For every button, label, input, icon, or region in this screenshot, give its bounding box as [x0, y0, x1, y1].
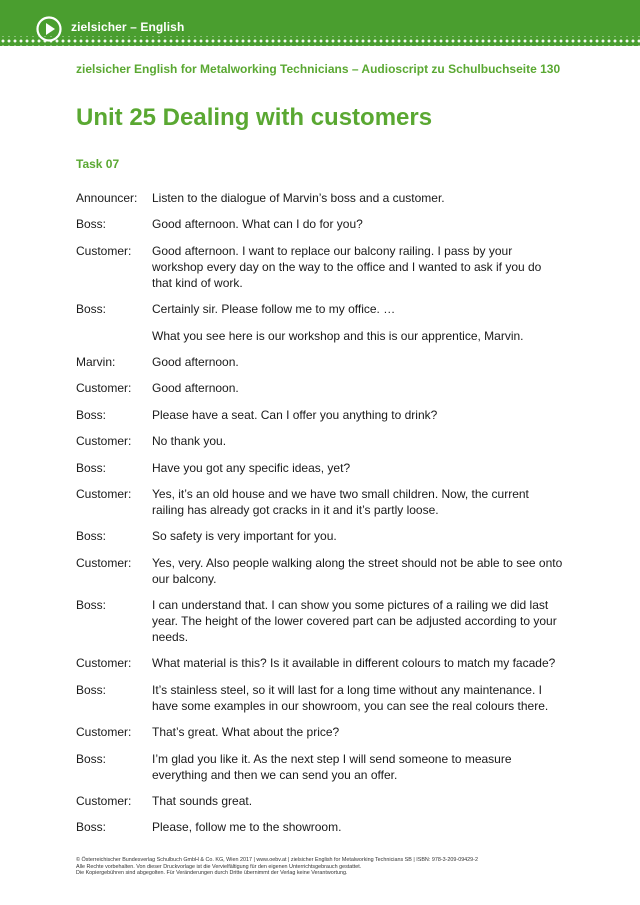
- dialogue-line: [76, 354, 576, 370]
- dialogue-line: [76, 597, 576, 645]
- dialogue-text: So safety is very important for you.: [152, 529, 337, 544]
- dialogue-line: [76, 216, 576, 232]
- copyright-footer: [76, 857, 576, 877]
- dialogue-line: [76, 328, 576, 344]
- speaker-label: Boss:: [76, 820, 107, 835]
- speaker-label: Boss:: [76, 217, 107, 232]
- dialogue-list: [76, 190, 576, 846]
- speaker-label: Boss:: [76, 302, 107, 317]
- footer-line: Die Kopiergebühren sind abgegolten. Für Veränderungen durch Dritte übernimmt der Verlag keine Verantwortung.: [76, 870, 348, 877]
- dialogue-text: That’s great. What about the price?: [152, 725, 340, 740]
- footer-line: © Österreichischer Bundesverlag Schulbuch GmbH & Co. KG, Wien 2017 | www.oebv.at | zielsicher English for Metalworking Technicians SB | ISBN: 978-3-209-09429-2: [76, 857, 478, 863]
- dialogue-line: [76, 819, 576, 835]
- speaker-label: [76, 328, 152, 344]
- document-subtitle: zielsicher English for Metalworking Technicians – Audioscript zu Schulbuchseite 130: [76, 62, 561, 76]
- speaker-label: Customer:: [76, 555, 132, 570]
- dialogue-line: [76, 380, 576, 396]
- speaker-label: Customer:: [76, 725, 132, 740]
- speaker-label: Boss:: [76, 598, 107, 613]
- speaker-label: Customer:: [76, 486, 132, 501]
- dialogue-text: Please have a seat. Can I offer you anything to drink?: [152, 407, 438, 422]
- speaker-label: Boss:: [76, 682, 107, 697]
- dialogue-text: Good afternoon.: [152, 354, 239, 369]
- dialogue-line: [76, 190, 576, 206]
- dialogue-line: [76, 243, 576, 291]
- dialogue-text: Yes, it’s an old house and we have two small children. Now, the current railing has already got cracks in it and it’s partly loose.: [152, 486, 529, 517]
- play-circle-icon: [36, 16, 62, 42]
- dialogue-text: No thank you.: [152, 434, 227, 449]
- dialogue-text: Yes, very. Also people walking along the street should not be able to see onto our balcony.: [152, 555, 563, 586]
- speaker-label: Customer:: [76, 656, 132, 671]
- dialogue-line: [76, 655, 576, 671]
- dotted-border: [0, 36, 640, 46]
- speaker-label: Marvin:: [76, 354, 116, 369]
- dialogue-line: [76, 793, 576, 809]
- dialogue-text: Have you got any specific ideas, yet?: [152, 460, 351, 475]
- dialogue-text: Please, follow me to the showroom.: [152, 820, 342, 835]
- dialogue-line: [76, 486, 576, 518]
- speaker-label: Customer:: [76, 243, 132, 258]
- dialogue-text: Certainly sir. Please follow me to my office. …: [152, 302, 396, 317]
- speaker-label: Announcer:: [76, 191, 138, 205]
- dialogue-line: [76, 682, 576, 714]
- dialogue-line: [76, 433, 576, 449]
- dialogue-text: What material is this? Is it available in different colours to match my facade?: [152, 656, 556, 671]
- speaker-label: Boss:: [76, 460, 107, 475]
- brand-logo-text: zielsicher – English: [71, 20, 185, 34]
- dialogue-text: I can understand that. I can show you some pictures of a railing we did last year. The height of the lower covered part can be adjusted according to your needs.: [152, 598, 557, 645]
- dialogue-text: What you see here is our workshop and this is our apprentice, Marvin.: [152, 328, 524, 343]
- speaker-label: Boss:: [76, 751, 107, 766]
- dialogue-text: I’m glad you like it. As the next step I will send someone to measure everything and then we can send you an offer.: [152, 751, 512, 782]
- dialogue-line: [76, 751, 576, 783]
- speaker-label: Boss:: [76, 407, 107, 422]
- dialogue-line: [76, 724, 576, 740]
- speaker-label: Boss:: [76, 529, 107, 544]
- dialogue-line: [76, 555, 576, 587]
- dialogue-text: Good afternoon.: [152, 381, 239, 396]
- speaker-label: Customer:: [76, 794, 132, 809]
- footer-line: Alle Rechte vorbehalten. Von dieser Druckvorlage ist die Vervielfältigung für den eigenen Unterrichtsgebrauch gestattet.: [76, 863, 362, 870]
- page-title: Unit 25 Dealing with customers: [76, 104, 433, 131]
- dialogue-line: [76, 301, 576, 317]
- speaker-label: Customer:: [76, 434, 132, 449]
- dialogue-line: [76, 528, 576, 544]
- task-heading: Task 07: [76, 157, 120, 171]
- speaker-label: Customer:: [76, 381, 132, 396]
- dialogue-text: It’s stainless steel, so it will last for a long time without any maintenance. I have some examples in our showroom, you can see the real colours there.: [152, 682, 549, 713]
- dialogue-line: [76, 407, 576, 423]
- dialogue-text: That sounds great.: [152, 794, 253, 809]
- dialogue-text: Good afternoon. I want to replace our balcony railing. I pass by your workshop every day on the way to the office and I wanted to ask if you do that kind of work.: [152, 243, 542, 290]
- dialogue-line: [76, 460, 576, 476]
- dialogue-text: Good afternoon. What can I do for you?: [152, 217, 363, 232]
- dialogue-text: Listen to the dialogue of Marvin’s boss and a customer.: [152, 191, 445, 205]
- header-banner: [0, 0, 640, 46]
